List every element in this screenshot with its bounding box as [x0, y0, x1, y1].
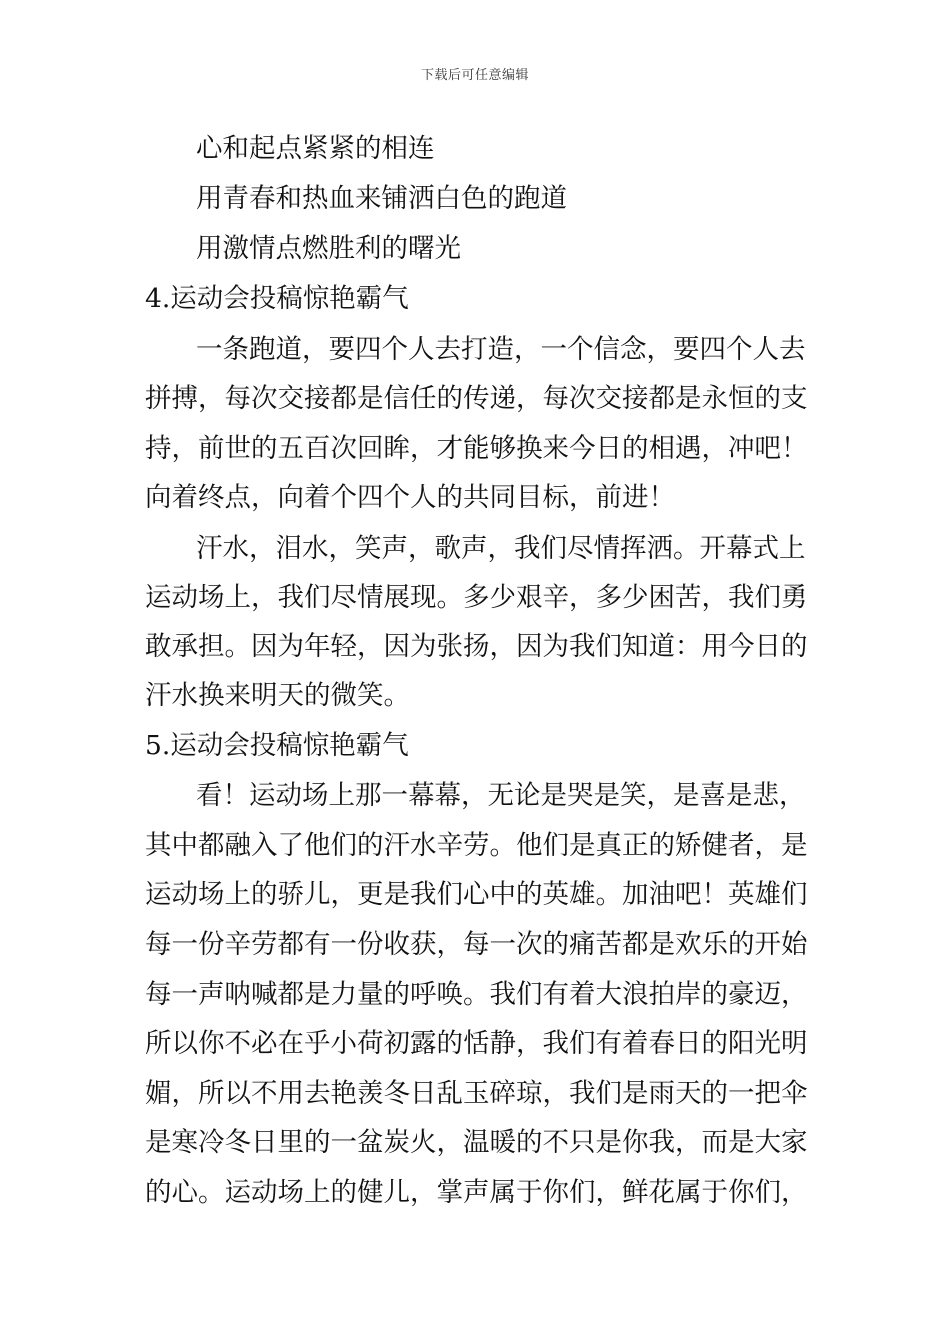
poem-line: 心和起点紧紧的相连 [196, 133, 435, 164]
paragraph-line: 运动场上的骄儿，更是我们心中的英雄。加油吧！英雄们 [145, 879, 808, 910]
paragraph-line: 汗水换来明天的微笑。 [145, 680, 410, 711]
section-heading: 5.运动会投稿惊艳霸气 [145, 730, 409, 761]
paragraph-line: 看！运动场上那一幕幕，无论是哭是笑，是喜是悲， [196, 780, 806, 811]
paragraph-line: 向着终点，向着个四个人的共同目标，前进！ [145, 482, 675, 513]
paragraph-line: 的心。运动场上的健儿，掌声属于你们，鲜花属于你们， [145, 1177, 808, 1208]
paragraph-line: 敢承担。因为年轻，因为张扬，因为我们知道：用今日的 [145, 631, 808, 662]
paragraph-line: 拼搏，每次交接都是信任的传递，每次交接都是永恒的支 [145, 383, 808, 414]
paragraph-line: 媚，所以不用去艳羡冬日乱玉碎琼，我们是雨天的一把伞 [145, 1078, 808, 1109]
paragraph-line: 运动场上，我们尽情展现。多少艰辛，多少困苦，我们勇 [145, 582, 808, 613]
paragraph-line: 所以你不必在乎小荷初露的恬静，我们有着春日的阳光明 [145, 1028, 808, 1059]
poem-line: 用激情点燃胜利的曙光 [196, 233, 461, 264]
paragraph-line: 汗水，泪水，笑声，歌声，我们尽情挥洒。开幕式上 [196, 533, 806, 564]
paragraph-line: 是寒冷冬日里的一盆炭火，温暖的不只是你我，而是大家 [145, 1127, 808, 1158]
poem-line: 用青春和热血来铺洒白色的跑道 [196, 183, 567, 214]
paragraph-line: 持，前世的五百次回眸，才能够换来今日的相遇，冲吧！ [145, 433, 808, 464]
section-heading: 4.运动会投稿惊艳霸气 [145, 283, 409, 314]
paragraph-line: 一条跑道，要四个人去打造，一个信念，要四个人去 [196, 334, 806, 365]
page-header-note: 下载后可任意编辑 [420, 68, 529, 83]
paragraph-line: 每一声呐喊都是力量的呼唤。我们有着大浪拍岸的豪迈， [145, 979, 808, 1010]
paragraph-line: 每一份辛劳都有一份收获，每一次的痛苦都是欢乐的开始 [145, 929, 808, 960]
paragraph-line: 其中都融入了他们的汗水辛劳。他们是真正的矫健者，是 [145, 830, 808, 861]
